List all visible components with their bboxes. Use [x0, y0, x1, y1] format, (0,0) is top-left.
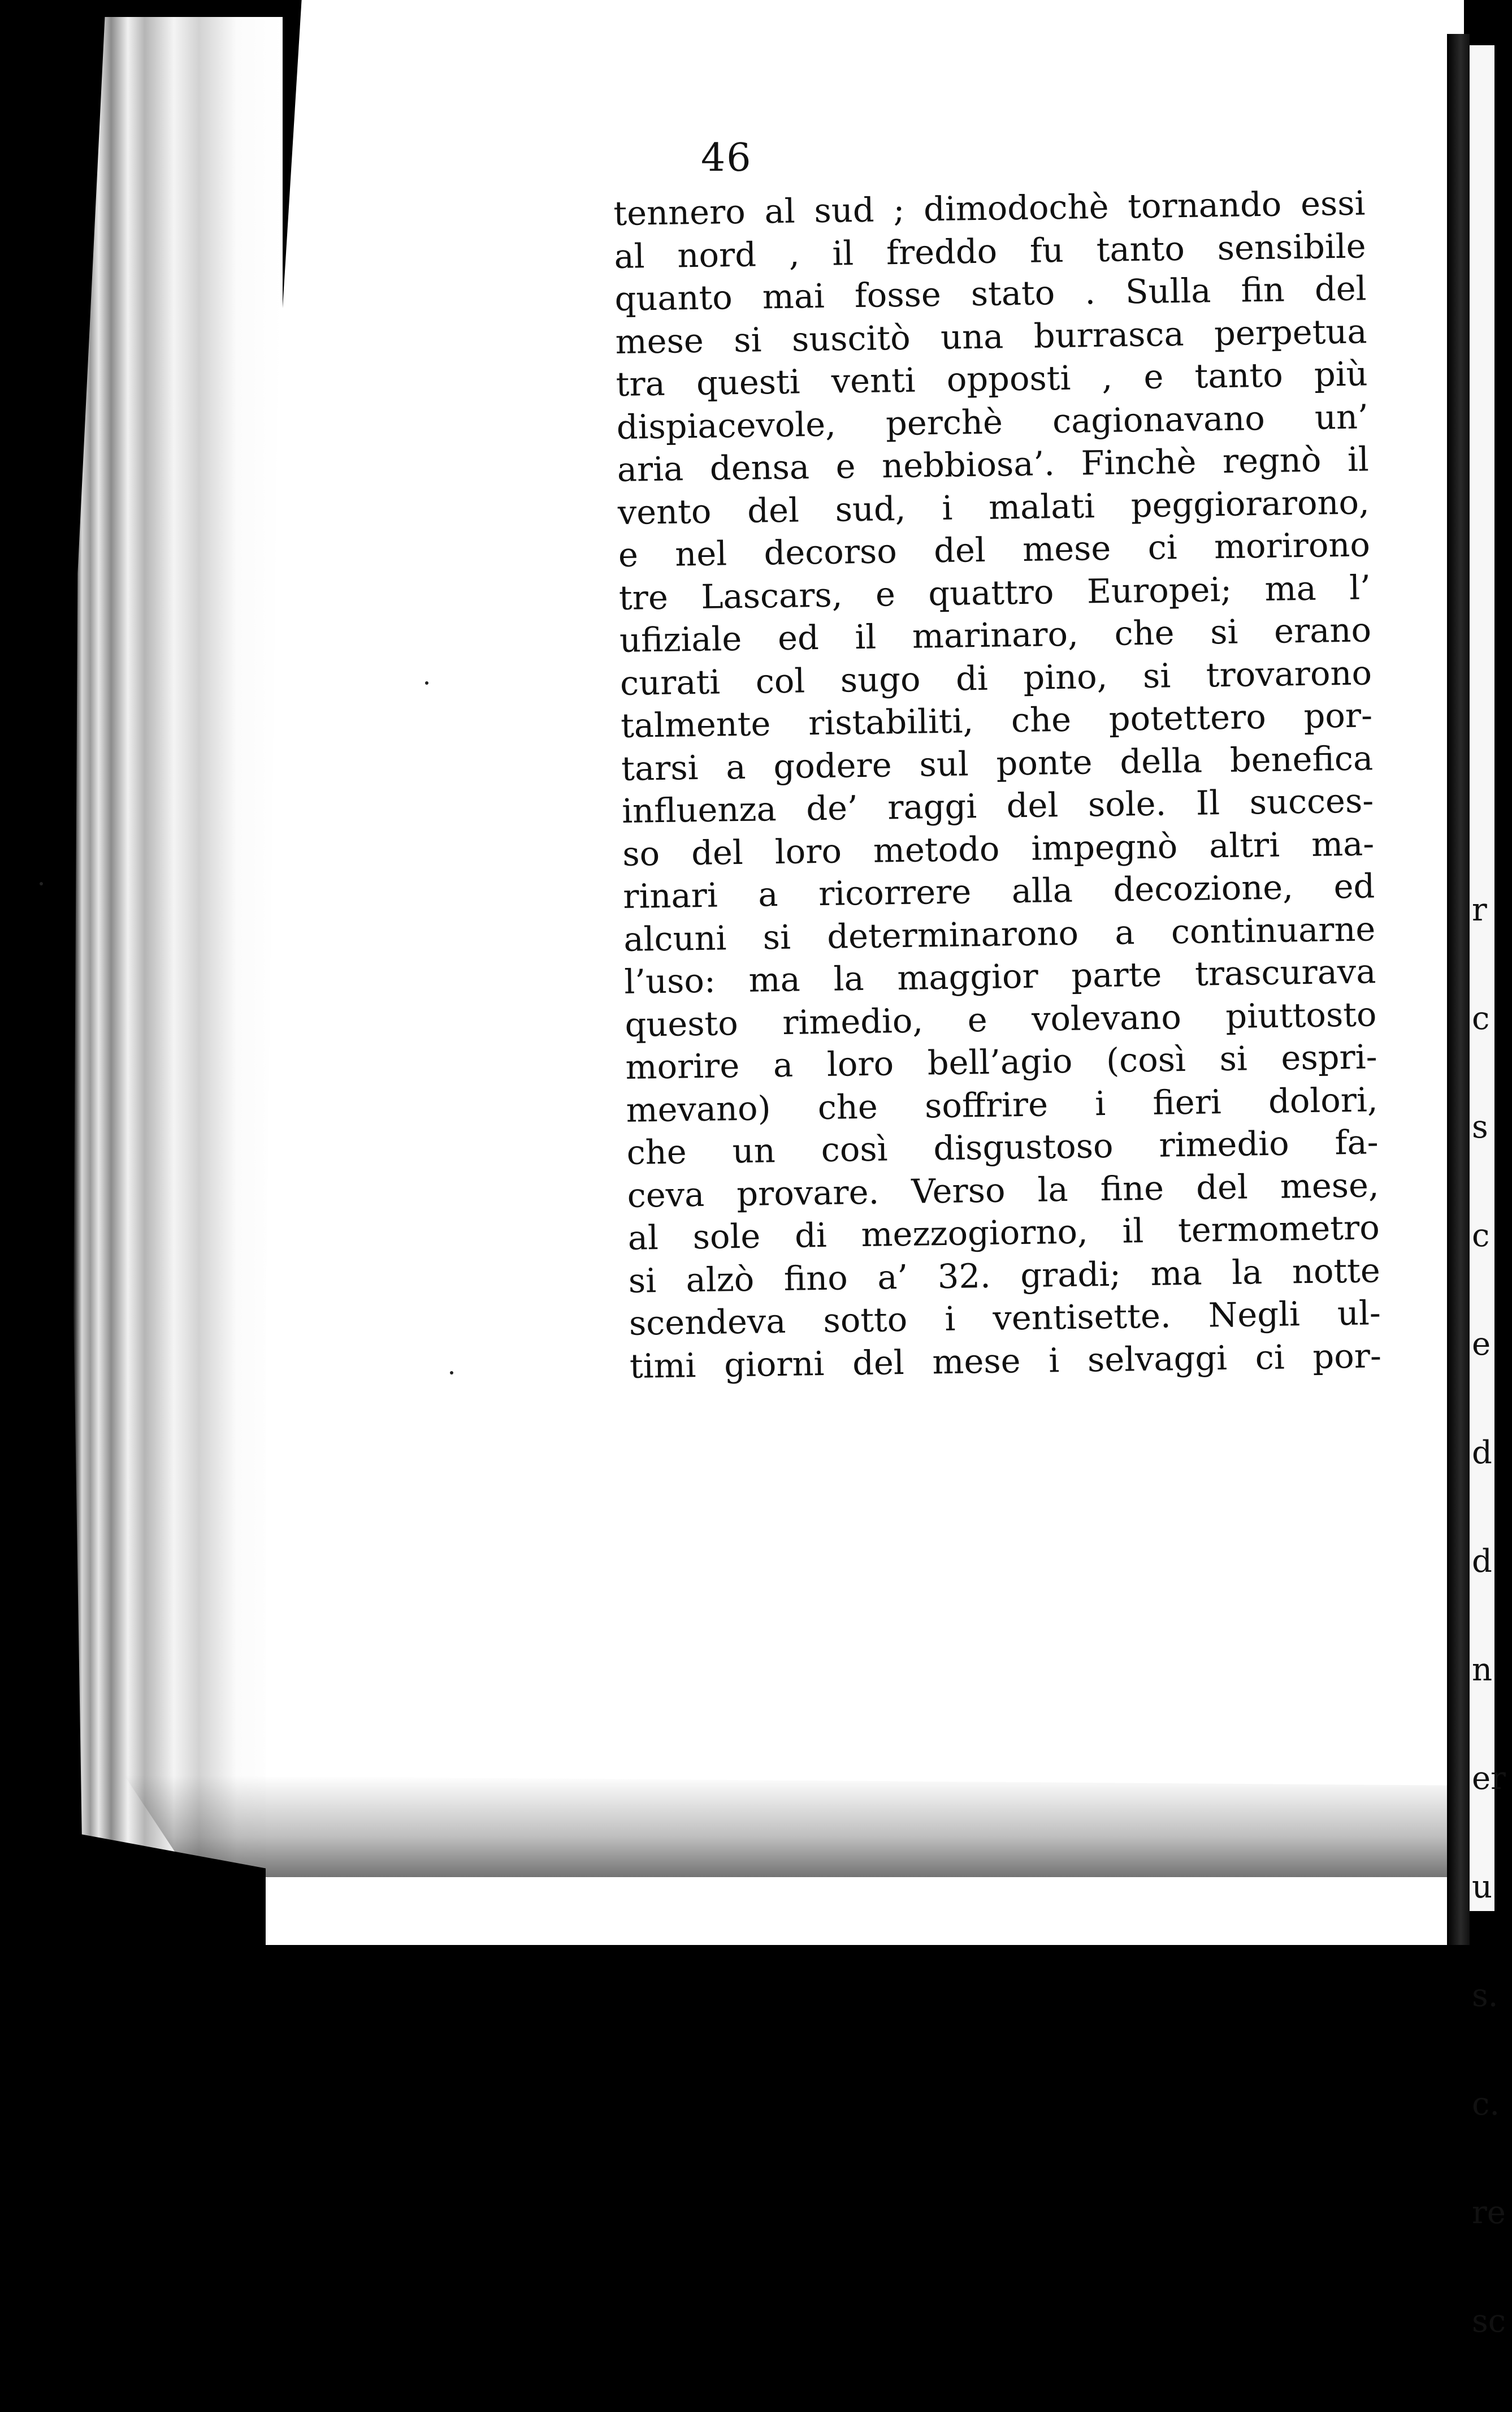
text-line: e nel decorso del mese ci morirono — [618, 525, 1371, 574]
next-page-letter: er — [1472, 1760, 1506, 1797]
next-page-letter: c — [1472, 1000, 1490, 1037]
text-line: l’uso: ma la maggior parte trascurava — [624, 952, 1376, 1001]
left-page-edges — [73, 17, 283, 1871]
next-page-letter: re — [1472, 2194, 1506, 2231]
page-number: 46 — [701, 136, 752, 180]
text-line: mese si suscitò una burrasca perpetua — [615, 311, 1368, 361]
next-page-letter: d — [1472, 1434, 1492, 1471]
next-page-letter: s. — [1472, 1977, 1498, 2014]
text-line: rinari a ricorrere alla decozione, ed — [622, 866, 1375, 916]
next-page-letter: s — [1472, 1109, 1488, 1146]
text-line: vento del sud, i malati peggiorarono, — [617, 482, 1370, 532]
text-line: al sole di mezzogiorno, il termometro — [627, 1208, 1380, 1257]
next-page-letter: n — [1472, 1652, 1493, 1688]
paper-speck — [450, 1371, 453, 1374]
page-body-text — [613, 181, 1381, 1387]
text-line: ceva provare. Verso la fine del mese, — [627, 1165, 1380, 1215]
text-line: tra questi venti opposti , e tanto più — [616, 354, 1368, 404]
next-page-letter: sc — [1472, 2303, 1506, 2340]
text-line: scendeva sotto i ventisette. Negli ul- — [629, 1293, 1381, 1343]
text-line: timi giorni del mese i selvaggi ci por- — [629, 1335, 1382, 1386]
text-line: alcuni si determinarono a continuarne — [623, 909, 1376, 959]
next-page-letter: r — [1472, 892, 1487, 928]
text-line: dispiacevole, perchè cagionavano un’ — [616, 396, 1369, 447]
text-line: tre Lascars, e quattro Europei; ma l’ — [618, 567, 1371, 617]
text-line: talmente ristabiliti, che potettero por- — [620, 695, 1373, 745]
text-line: mevano) che soffrire i fieri dolori, — [626, 1079, 1379, 1130]
next-page-letter: c — [1472, 1217, 1490, 1254]
text-line: tarsi a godere sul ponte della benefica — [621, 738, 1374, 788]
next-page-letter: c. — [1472, 2086, 1500, 2123]
next-page-letter: e — [1472, 1326, 1491, 1363]
text-line: questo rimedio, e volevano piuttosto — [625, 994, 1377, 1044]
text-line: si alzò fino a’ 32. gradi; ma la notte — [628, 1250, 1381, 1300]
paper-speck — [40, 882, 43, 885]
next-page-letter: u — [1472, 1869, 1493, 1905]
text-line: ufiziale ed il marinaro, che si erano — [619, 610, 1372, 660]
text-line: aria densa e nebbiosa’. Finchè regnò il — [617, 439, 1370, 489]
text-line: curati col sugo di pino, si trovarono — [619, 652, 1372, 703]
text-line: al nord , il freddo fu tanto sensibile — [614, 226, 1366, 276]
text-line: morire a loro bell’agio (così si espri- — [625, 1037, 1377, 1087]
next-page-text-fragment — [1472, 820, 1506, 2412]
text-line: influenza de’ raggi del sole. Il succes- — [621, 781, 1374, 831]
text-line: quanto mai fosse stato . Sulla fin del — [614, 269, 1367, 318]
next-page-letter: d — [1472, 1543, 1492, 1580]
text-line: so del loro metodo impegnò altri ma- — [622, 823, 1375, 874]
paper-speck — [425, 681, 428, 685]
text-line: tennero al sud ; dimodochè tornando essi — [613, 183, 1366, 233]
book-gutter — [1447, 34, 1470, 1945]
text-line: che un così disgustoso rimedio fa- — [626, 1122, 1379, 1172]
page-bottom-shadow — [124, 1775, 1470, 1877]
